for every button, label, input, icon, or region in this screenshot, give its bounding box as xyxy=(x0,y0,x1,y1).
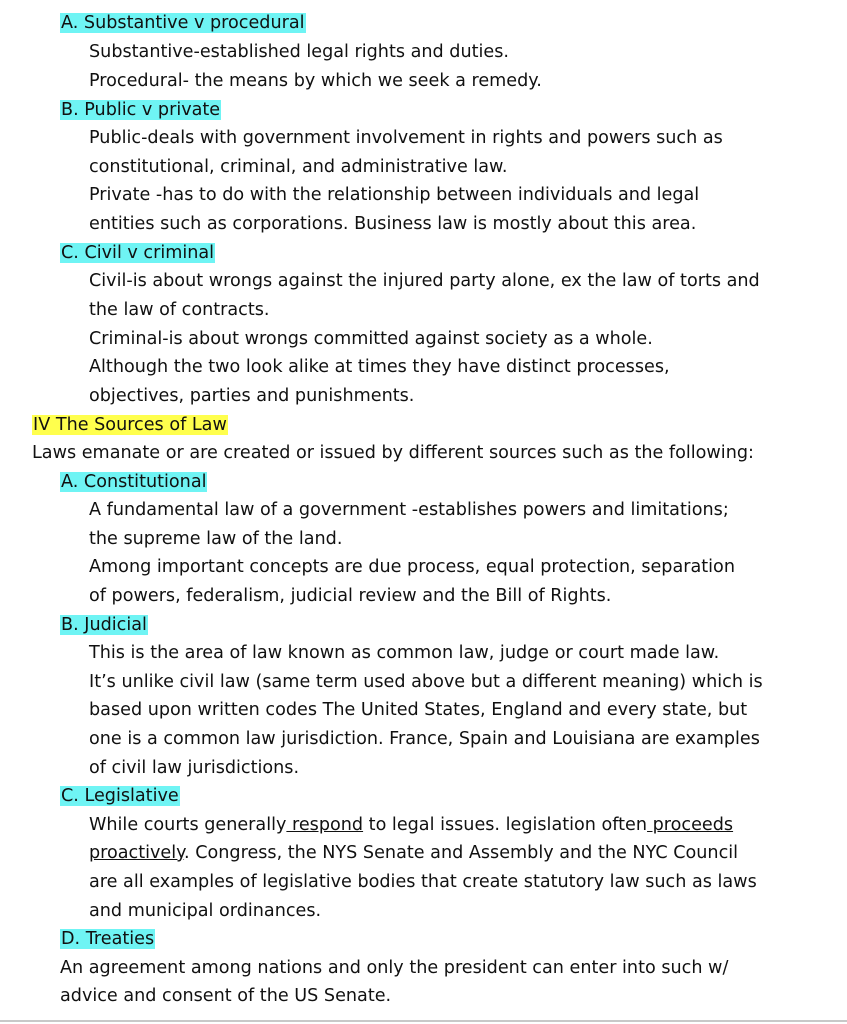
text-line: This is the area of law known as common law, judge or court made law. xyxy=(89,643,720,663)
heading-substantive-v-procedural: A. Substantive v procedural xyxy=(61,13,305,33)
text-line xyxy=(89,839,738,868)
text-segment: . Congress, the NYS Senate and Assembly and the NYC Council xyxy=(184,843,739,863)
text-line: objectives, parties and punishments. xyxy=(89,386,415,406)
text-line: Substantive-established legal rights and duties. xyxy=(89,42,509,62)
heading-treaties: D. Treaties xyxy=(61,929,155,949)
text-line: constitutional, criminal, and administrative law. xyxy=(89,157,508,177)
heading-constitutional: A. Constitutional xyxy=(61,472,207,492)
text-line: one is a common law jurisdiction. France, Spain and Louisiana are examples xyxy=(89,729,760,749)
text-line: Civil-is about wrongs against the injured party alone, ex the law of torts and xyxy=(89,271,760,291)
text-line: Public-deals with government involvement in rights and powers such as xyxy=(89,128,723,148)
heading-public-v-private: B. Public v private xyxy=(61,100,221,120)
text-line: advice and consent of the US Senate. xyxy=(60,986,392,1006)
heading-civil-v-criminal: C. Civil v criminal xyxy=(61,243,215,263)
text-line: of powers, federalism, judicial review and the Bill of Rights. xyxy=(89,586,612,606)
text-line: based upon written codes The United States, England and every state, but xyxy=(89,700,748,720)
underlined-proceeds: proceeds xyxy=(647,815,734,835)
text-line: of civil law jurisdictions. xyxy=(89,758,300,778)
text-line: A fundamental law of a government -establishes powers and limitations; xyxy=(89,500,729,520)
text-line: An agreement among nations and only the president can enter into such w/ xyxy=(60,958,729,978)
heading-sources-of-law: IV The Sources of Law xyxy=(33,415,227,435)
text-line: are all examples of legislative bodies that create statutory law such as laws xyxy=(89,872,757,892)
text-line: Criminal-is about wrongs committed against society as a whole. xyxy=(89,329,653,349)
underlined-respond: respond xyxy=(286,815,364,835)
text-line: Among important concepts are due process, equal protection, separation xyxy=(89,557,735,577)
text-line: and municipal ordinances. xyxy=(89,901,322,921)
underlined-proactively: proactively xyxy=(89,843,185,863)
text-line: the law of contracts. xyxy=(89,300,270,320)
heading-judicial: B. Judicial xyxy=(61,615,147,635)
text-line: entities such as corporations. Business law is mostly about this area. xyxy=(89,214,697,234)
text-line: Procedural- the means by which we seek a remedy. xyxy=(89,71,542,91)
text-line xyxy=(89,811,733,840)
text-segment: to legal issues. legislation often xyxy=(363,815,648,835)
sources-intro: Laws emanate or are created or issued by different sources such as the following: xyxy=(32,443,754,463)
text-line: the supreme law of the land. xyxy=(89,529,343,549)
heading-legislative: C. Legislative xyxy=(61,786,179,806)
text-line: Private -has to do with the relationship between individuals and legal xyxy=(89,185,700,205)
text-line: Although the two look alike at times they have distinct processes, xyxy=(89,357,670,377)
page-bottom-divider xyxy=(0,1020,847,1022)
text-line: It’s unlike civil law (same term used above but a different meaning) which is xyxy=(89,672,763,692)
text-segment: While courts generally xyxy=(89,815,287,835)
